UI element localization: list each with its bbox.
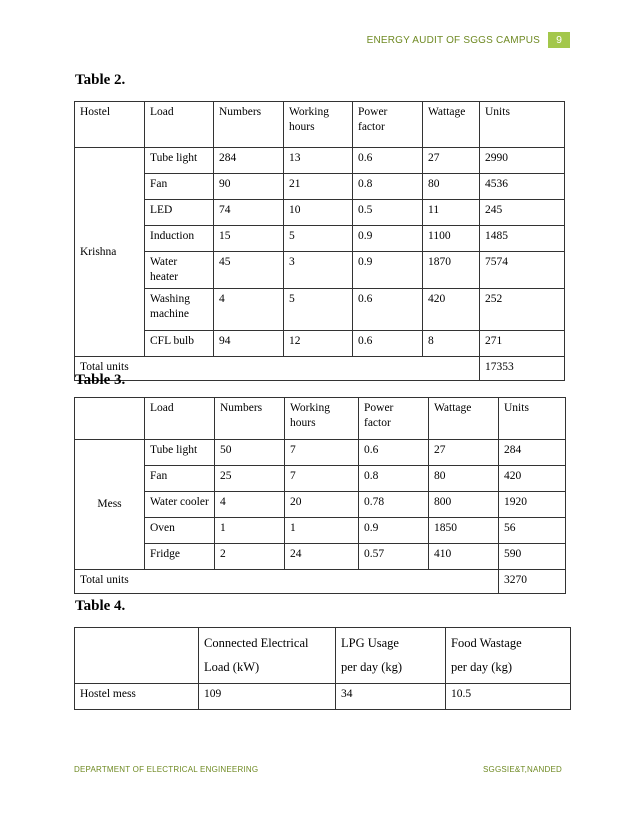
table-cell: 590: [499, 544, 566, 570]
table-cell: Oven: [145, 518, 215, 544]
table-cell: 80: [429, 466, 499, 492]
table-cell: 0.9: [359, 518, 429, 544]
table-cell: 284: [499, 440, 566, 466]
table-cell: 0.9: [353, 226, 423, 252]
table2-header-cell: Units: [480, 102, 565, 148]
table-cell: 27: [429, 440, 499, 466]
table-cell: 3: [284, 252, 353, 289]
total-value: 17353: [480, 357, 565, 381]
table-cell: 34: [336, 684, 446, 710]
table-cell: 94: [214, 331, 284, 357]
table-cell: 7574: [480, 252, 565, 289]
table-cell: 20: [285, 492, 359, 518]
table-cell: 8: [423, 331, 480, 357]
header-line: LPG Usage: [341, 636, 399, 650]
table-row: [75, 684, 571, 710]
table-row: [75, 492, 566, 518]
table2-header-cell: Working hours: [284, 102, 353, 148]
header-line: per day (kg): [451, 660, 513, 674]
table-cell: 0.8: [359, 466, 429, 492]
table-cell: 0.8: [353, 174, 423, 200]
table-cell: Fan: [145, 174, 214, 200]
table-cell: Fan: [145, 466, 215, 492]
table-cell: 0.78: [359, 492, 429, 518]
table-cell: 45: [214, 252, 284, 289]
table2-header-cell: Power factor: [353, 102, 423, 148]
table-cell: 5: [284, 289, 353, 331]
table-cell: Induction: [145, 226, 214, 252]
footer-department: DEPARTMENT OF ELECTRICAL ENGINEERING: [74, 765, 259, 774]
table-cell: 90: [214, 174, 284, 200]
table-cell: 4: [215, 492, 285, 518]
table-cell: 0.6: [353, 289, 423, 331]
page-number-badge: 9: [548, 32, 570, 48]
table-row: [75, 200, 565, 226]
table-cell: Tube light: [145, 440, 215, 466]
table-cell: 245: [480, 200, 565, 226]
table-cell: 0.57: [359, 544, 429, 570]
table3-header-cell: Units: [499, 398, 566, 440]
table-row: [75, 440, 566, 466]
table-row: [75, 331, 565, 357]
table3-header-cell: Wattage: [429, 398, 499, 440]
table-cell: 27: [423, 148, 480, 174]
footer-institute: SGGSIE&T,NANDED: [482, 765, 562, 774]
table-cell: 15: [214, 226, 284, 252]
table3-header-cell: [75, 398, 145, 440]
table3-header-cell: Working hours: [285, 398, 359, 440]
table4-caption: Table 4.: [75, 598, 126, 614]
table-cell: 252: [480, 289, 565, 331]
table-cell: 284: [214, 148, 284, 174]
table4-header-cell: [199, 628, 336, 684]
table2-total-row: [75, 357, 565, 381]
table-cell: 56: [499, 518, 566, 544]
table-cell: 0.6: [353, 331, 423, 357]
table-row: [75, 226, 565, 252]
table4: [74, 627, 571, 710]
table3-header-row: [75, 398, 566, 440]
table-cell: 21: [284, 174, 353, 200]
table-cell: 800: [429, 492, 499, 518]
table-cell: 2: [215, 544, 285, 570]
table-cell: 1: [215, 518, 285, 544]
table4-header-row: [75, 628, 571, 684]
table-cell: 1485: [480, 226, 565, 252]
table4-header-cell: [75, 628, 199, 684]
table3-header-cell: Numbers: [215, 398, 285, 440]
table-cell: 10: [284, 200, 353, 226]
table-cell: 1100: [423, 226, 480, 252]
table-cell: 0.6: [359, 440, 429, 466]
table-row: [75, 544, 566, 570]
table-cell: 1: [285, 518, 359, 544]
table3-caption: Table 3.: [75, 372, 126, 388]
total-value: 3270: [499, 570, 566, 594]
table-cell: 1850: [429, 518, 499, 544]
table-cell: 7: [285, 440, 359, 466]
header-line: Connected Electrical: [204, 636, 309, 650]
table-cell: CFL bulb: [145, 331, 214, 357]
table-cell: 5: [284, 226, 353, 252]
table2-header-row: [75, 102, 565, 148]
table4-header-cell: [336, 628, 446, 684]
table2-header-cell: Load: [145, 102, 214, 148]
table4-row-label: Hostel mess: [75, 684, 199, 710]
table3-header-cell: Power factor: [359, 398, 429, 440]
table-row: [75, 252, 565, 289]
table3: [74, 397, 566, 594]
table2: [74, 101, 565, 381]
table-row: [75, 148, 565, 174]
table-cell: 12: [284, 331, 353, 357]
total-label: Total units: [75, 570, 499, 594]
table-cell: 7: [285, 466, 359, 492]
table2-header-cell: Hostel: [75, 102, 145, 148]
table-cell: 4536: [480, 174, 565, 200]
table3-total-row: [75, 570, 566, 594]
table-cell: Water heater: [145, 252, 214, 289]
header-line: per day (kg): [341, 660, 403, 674]
table-cell: 10.5: [446, 684, 571, 710]
table-cell: 0.5: [353, 200, 423, 226]
table-cell: 24: [285, 544, 359, 570]
table-cell: 1870: [423, 252, 480, 289]
table-cell: Tube light: [145, 148, 214, 174]
table-row: [75, 518, 566, 544]
table-cell: 410: [429, 544, 499, 570]
table-cell: Water cooler: [145, 492, 215, 518]
table3-header-cell: Load: [145, 398, 215, 440]
table2-caption: Table 2.: [75, 72, 126, 88]
table-cell: 420: [423, 289, 480, 331]
table-cell: 271: [480, 331, 565, 357]
table-cell: 50: [215, 440, 285, 466]
table4-header-cell: [446, 628, 571, 684]
table-cell: Washing machine: [145, 289, 214, 331]
table-cell: 1920: [499, 492, 566, 518]
table-cell: 13: [284, 148, 353, 174]
table2-header-cell: Wattage: [423, 102, 480, 148]
header-title: ENERGY AUDIT OF SGGS CAMPUS: [366, 34, 540, 46]
table-row: [75, 174, 565, 200]
table2-hostel-cell: Krishna: [75, 148, 145, 357]
header-line: Food Wastage: [451, 636, 522, 650]
page-header: [367, 32, 570, 48]
table-cell: 420: [499, 466, 566, 492]
table-cell: 80: [423, 174, 480, 200]
table-cell: 74: [214, 200, 284, 226]
header-line: Load (kW): [204, 660, 260, 674]
table-cell: 2990: [480, 148, 565, 174]
table2-header-cell: Numbers: [214, 102, 284, 148]
table-cell: 4: [214, 289, 284, 331]
total-label: Total units: [75, 357, 480, 381]
table-cell: 109: [199, 684, 336, 710]
table-cell: 11: [423, 200, 480, 226]
table-cell: 0.9: [353, 252, 423, 289]
table-row: [75, 289, 565, 331]
table3-section-cell: Mess: [75, 440, 145, 570]
table-cell: Fridge: [145, 544, 215, 570]
table-row: [75, 466, 566, 492]
table-cell: 0.6: [353, 148, 423, 174]
table-cell: LED: [145, 200, 214, 226]
table-cell: 25: [215, 466, 285, 492]
